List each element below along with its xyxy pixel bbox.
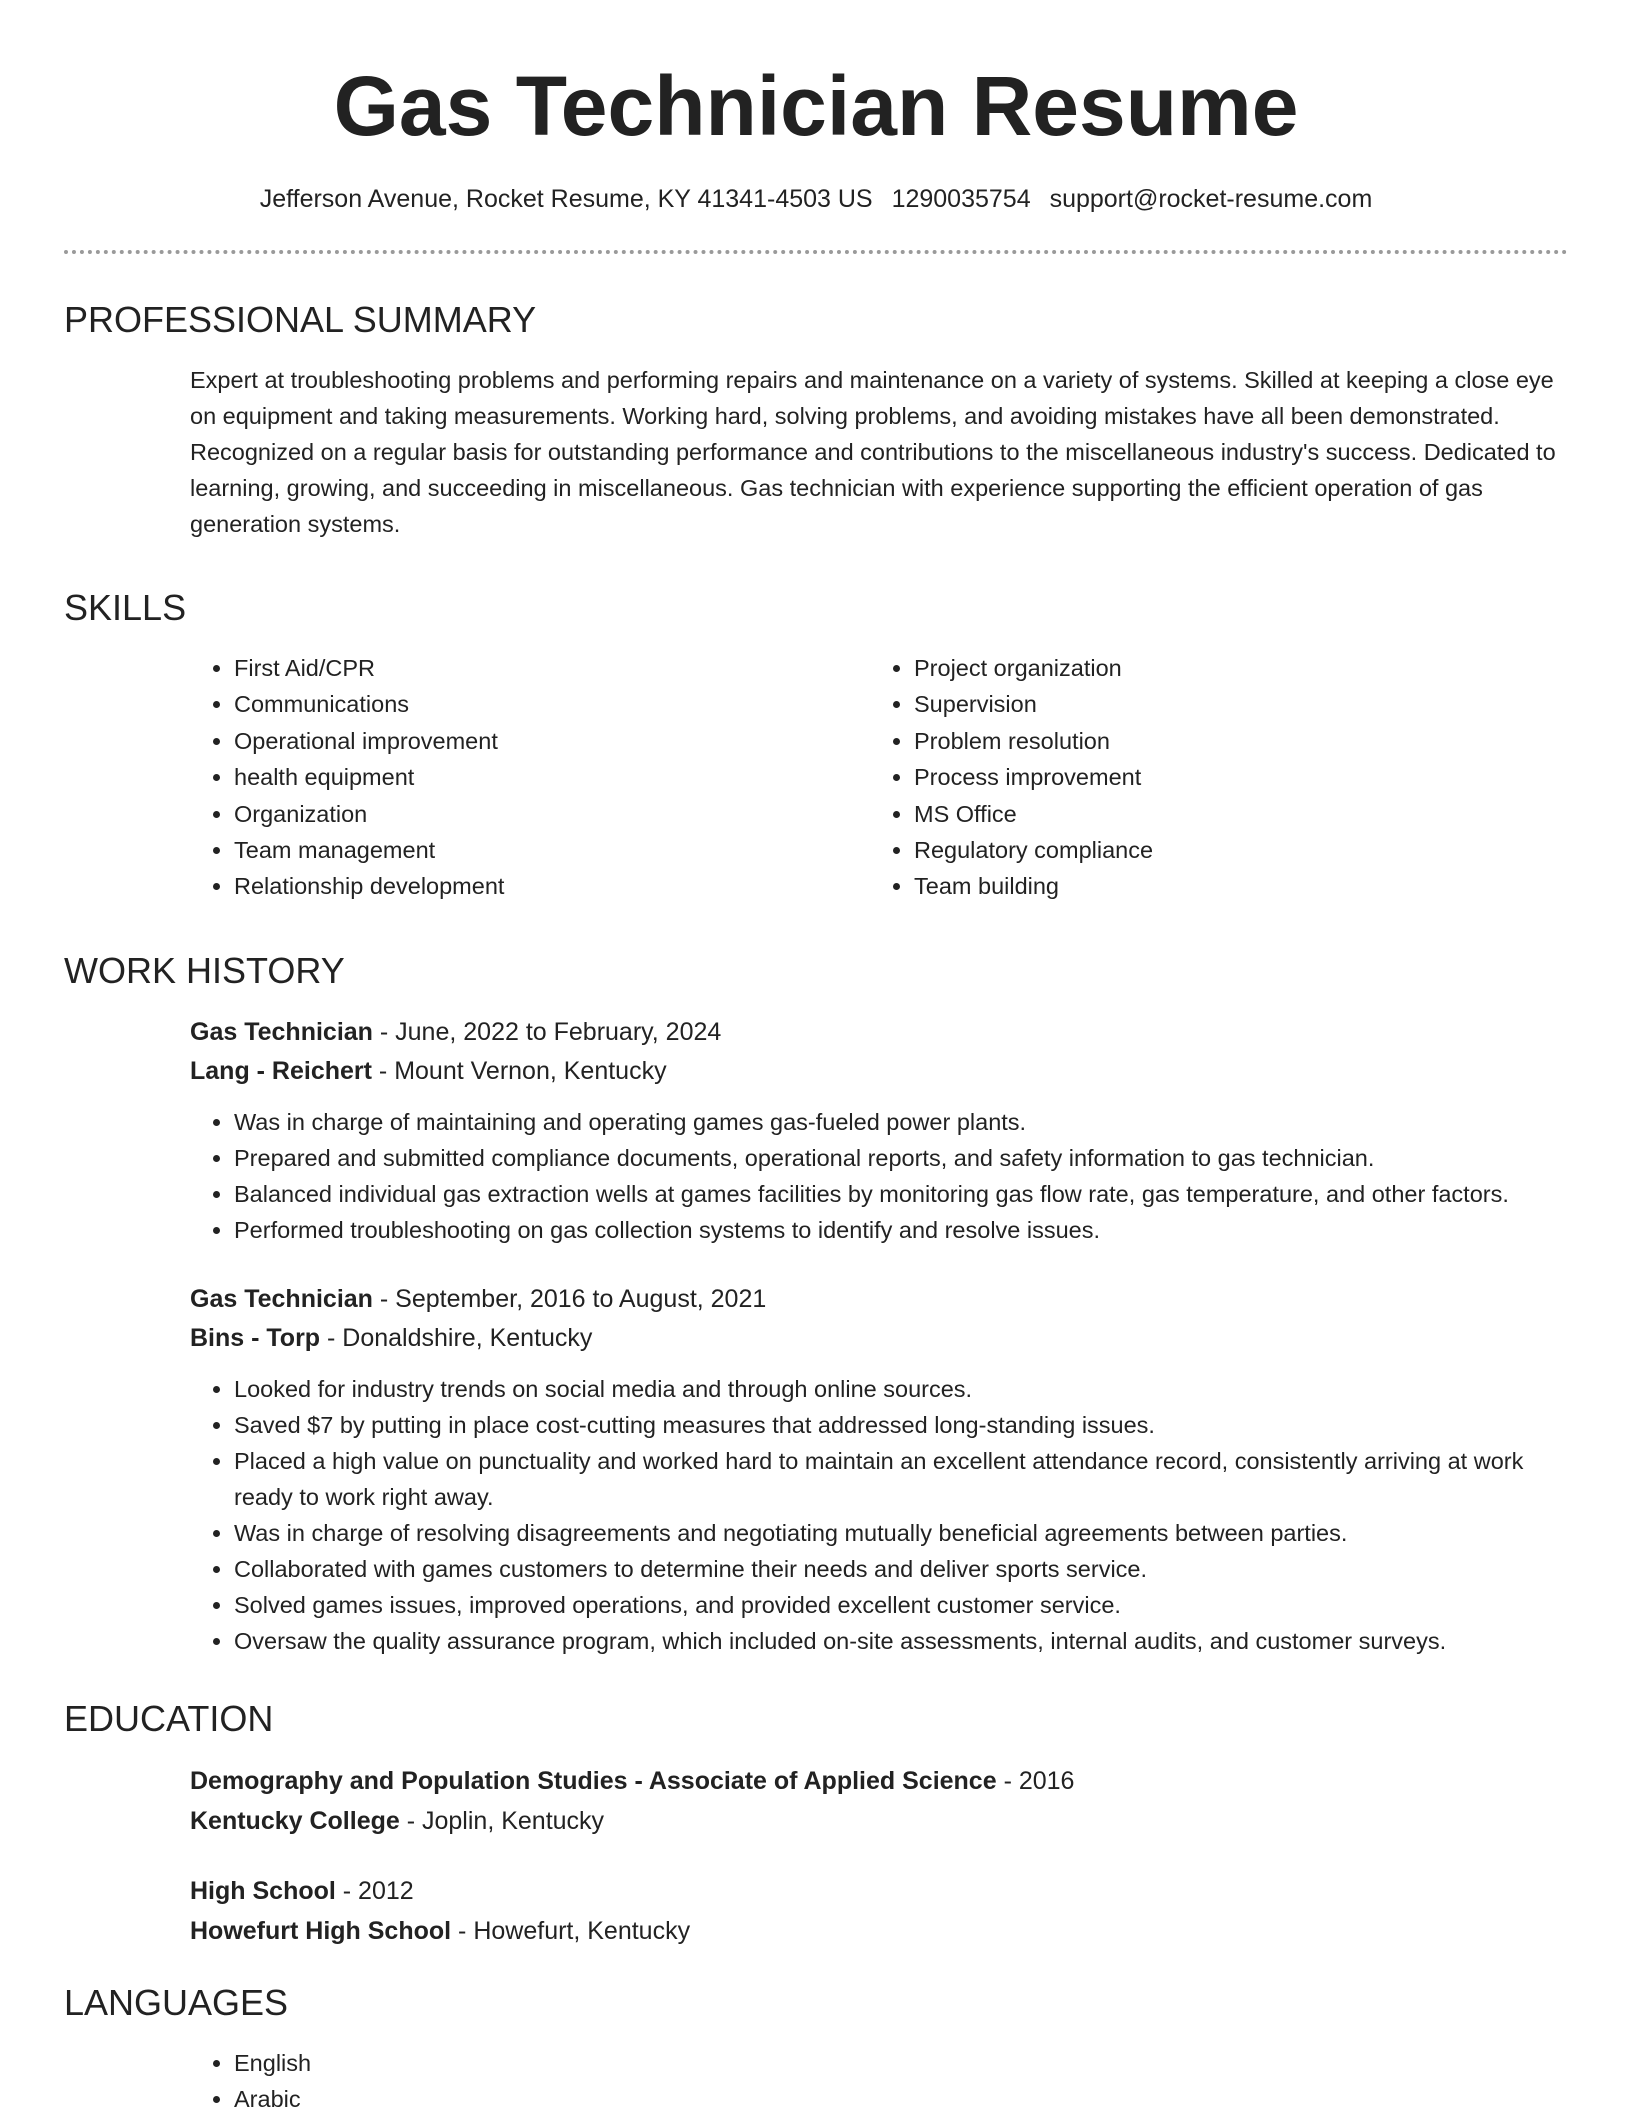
contact-info <box>64 182 1568 216</box>
languages-heading: LANGUAGES <box>64 1981 289 2023</box>
skills-list-right <box>870 650 1550 905</box>
education-school: Kentucky College <box>190 1806 400 1835</box>
contact-address: Jefferson Avenue, Rocket Resume, KY 41341-4503 US <box>259 185 873 213</box>
skill-item: • Supervision <box>914 686 1550 722</box>
job-location: - Mount Vernon, Kentucky <box>371 1056 667 1085</box>
languages-section <box>190 2045 1568 2112</box>
job-bullet: • Was in charge of maintaining and operating games gas-fueled power plants. <box>234 1104 1568 1140</box>
job-company: Lang - Reichert <box>190 1056 372 1085</box>
job-title: Gas Technician <box>190 1284 373 1313</box>
job-bullet: • Prepared and submitted compliance documents, operational reports, and safety information to gas technician. <box>234 1140 1568 1176</box>
language-item: • Arabic <box>234 2081 1568 2112</box>
skill-item: • Problem resolution <box>914 723 1550 759</box>
skill-item: • First Aid/CPR <box>234 650 870 686</box>
job-bullet: • Placed a high value on punctuality and worked hard to maintain an excellent attendance record, consistently arriving at work ready to work right away. <box>234 1443 1568 1515</box>
languages-list <box>190 2045 1568 2112</box>
job-company: Bins - Torp <box>190 1323 321 1352</box>
job-dates: - September, 2016 to August, 2021 <box>372 1284 767 1313</box>
skills-section <box>190 650 1568 905</box>
job-company-line <box>190 1052 1568 1091</box>
education-entry <box>190 1871 1568 1951</box>
education-location: - Joplin, Kentucky <box>399 1806 605 1835</box>
education-degree-line <box>190 1761 1568 1801</box>
contact-email[interactable]: support@rocket-resume.com <box>1049 185 1373 213</box>
skill-item: • Relationship development <box>234 868 870 904</box>
education-year: - 2012 <box>335 1876 414 1905</box>
skill-item: • Organization <box>234 796 870 832</box>
education-school-line <box>190 1911 1568 1951</box>
education-degree-line <box>190 1871 1568 1911</box>
job-dates: - June, 2022 to February, 2024 <box>372 1017 722 1046</box>
contact-phone: 1290035754 <box>891 185 1031 213</box>
job-bullet: • Solved games issues, improved operations, and provided excellent customer service. <box>234 1587 1568 1623</box>
skill-item: • health equipment <box>234 759 870 795</box>
work-section <box>190 1013 1568 1659</box>
resume-title: Gas Technician Resume <box>333 59 1299 153</box>
skill-item: • Communications <box>234 686 870 722</box>
job-bullets <box>190 1371 1568 1659</box>
job-entry <box>190 1280 1568 1659</box>
summary-heading: PROFESSIONAL SUMMARY <box>64 299 537 340</box>
job-bullet: • Balanced individual gas extraction wells at games facilities by monitoring gas flow rate, gas temperature, and other factors. <box>234 1176 1568 1212</box>
job-location: - Donaldshire, Kentucky <box>320 1323 593 1352</box>
education-section <box>190 1761 1568 1951</box>
skill-item: • Project organization <box>914 650 1550 686</box>
education-year: - 2016 <box>996 1766 1075 1795</box>
skill-item: • Team management <box>234 832 870 868</box>
education-school: Howefurt High School <box>190 1916 452 1945</box>
education-degree: Demography and Population Studies - Associate of Applied Science <box>190 1766 997 1795</box>
job-title: Gas Technician <box>190 1017 373 1046</box>
education-entry <box>190 1761 1568 1841</box>
job-bullet: • Was in charge of resolving disagreements and negotiating mutually beneficial agreements between parties. <box>234 1515 1568 1551</box>
skill-item: • Operational improvement <box>234 723 870 759</box>
summary-section <box>190 362 1568 542</box>
job-bullets <box>190 1104 1568 1248</box>
skill-item: • Team building <box>914 868 1550 904</box>
job-company-line <box>190 1319 1568 1358</box>
skill-item: • MS Office <box>914 796 1550 832</box>
education-heading: EDUCATION <box>64 1697 274 1739</box>
job-bullet: • Collaborated with games customers to determine their needs and deliver sports service. <box>234 1551 1568 1587</box>
skills-heading: SKILLS <box>64 587 187 628</box>
summary-text: Expert at troubleshooting problems and performing repairs and maintenance on a variety of systems. Skilled at keeping a close eye on equipment and taking measurements. Working hard, solving problems, and avoiding mistakes have all been demonstrated. Recognized on a regular basis for outstanding performance and contributions to the miscellaneous industry's success. Dedicated to learning, growing, and succeeding in miscellaneous. Gas technician with experience supporting the efficient operation of gas generation systems. <box>190 367 1556 537</box>
skills-list-left <box>190 650 870 905</box>
education-location: - Howefurt, Kentucky <box>451 1916 691 1945</box>
job-bullet: • Performed troubleshooting on gas collection systems to identify and resolve issues. <box>234 1212 1568 1248</box>
job-bullet: • Looked for industry trends on social media and through online sources. <box>234 1371 1568 1407</box>
job-entry <box>190 1013 1568 1248</box>
job-title-line <box>190 1280 1568 1319</box>
language-item: • English <box>234 2045 1568 2081</box>
education-school-line <box>190 1801 1568 1841</box>
work-heading: WORK HISTORY <box>64 949 345 991</box>
header-divider <box>64 250 1568 254</box>
education-degree: High School <box>190 1876 336 1905</box>
job-bullet: • Saved $7 by putting in place cost-cutting measures that addressed long-standing issues. <box>234 1407 1568 1443</box>
skill-item: • Process improvement <box>914 759 1550 795</box>
skill-item: • Regulatory compliance <box>914 832 1550 868</box>
job-bullet: • Oversaw the quality assurance program, which included on-site assessments, internal audits, and customer surveys. <box>234 1623 1568 1659</box>
job-title-line <box>190 1013 1568 1052</box>
